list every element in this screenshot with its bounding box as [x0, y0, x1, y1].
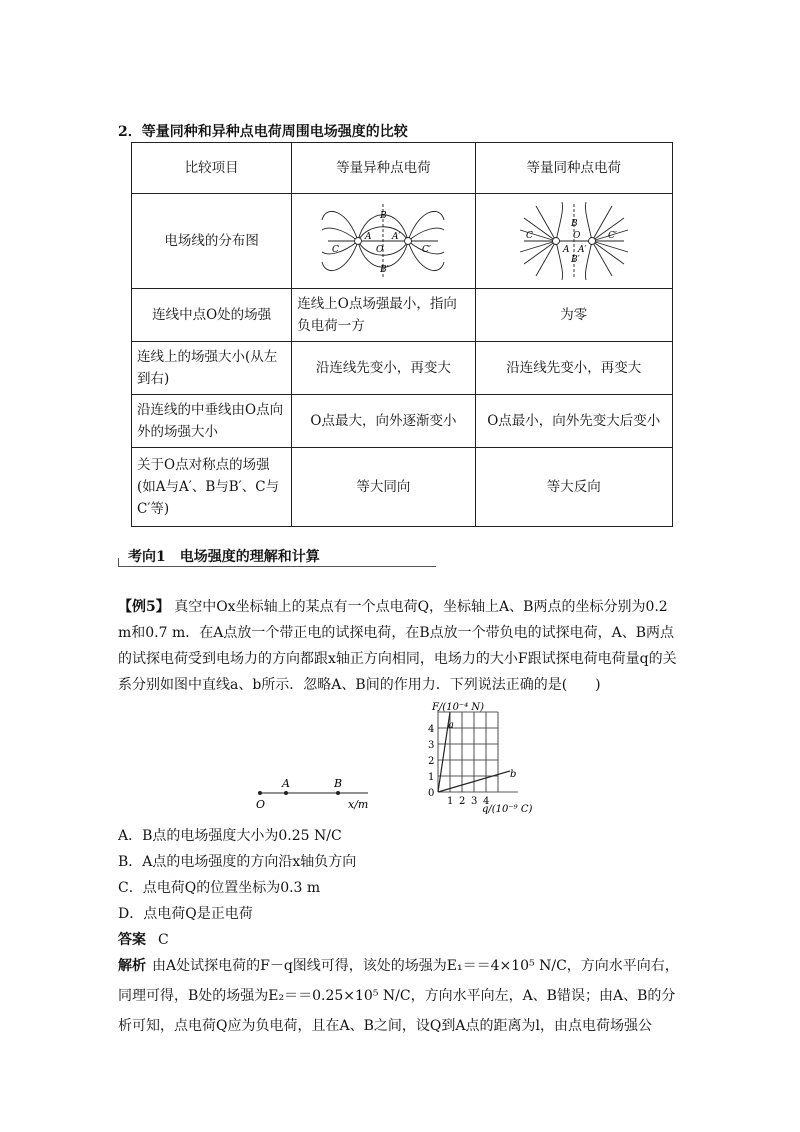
table-row: [132, 289, 673, 342]
section-title: 2．等量同种和异种点电荷周围电场强度的比较: [118, 124, 408, 140]
kaoxiang-underline: [118, 566, 436, 567]
label-O: O: [572, 231, 581, 241]
like-field-diagram: [475, 194, 672, 289]
comparison-table: [131, 142, 673, 527]
graph-y-tick: 1: [428, 772, 435, 783]
like-charges-field-lines: [516, 200, 632, 282]
option-a: A．B点的电场强度大小为0.25 N/C: [118, 828, 342, 844]
row-unlike: 等大同向: [292, 448, 475, 527]
graph-origin: 0: [428, 788, 435, 799]
label-A: A: [562, 245, 570, 255]
graph-y-tick: 2: [428, 756, 435, 767]
row-item: 关于O点对称点的场强(如A与A′、B与B′、C与C′等): [132, 448, 292, 527]
table-row: [132, 194, 673, 289]
unlike-field-diagram: [292, 194, 475, 289]
analysis-text: 由A处试探电荷的F－q图线可得，该处的场强为E₁＝＝4×10⁵ N/C，方向水平向右，同理可得，B处的场强为E₂＝＝0.25×10⁵ N/C，方向水平向左，A、B错误；由A、B的分析可知，点电荷Q应为负电荷，且在A、B之间，设Q到A点的距离为l，由点电荷场强公: [118, 958, 679, 1034]
analysis-paragraph: [118, 951, 684, 1041]
row-item: 连线中点O处的场强: [132, 289, 292, 342]
axis-label-O: O: [256, 798, 266, 810]
row-like: 沿连线先变小，再变大: [475, 342, 672, 395]
axis-label-B: B: [334, 777, 343, 790]
graph-line-b-label: b: [510, 769, 517, 780]
graph-y-label: F/(10⁻⁴ N): [432, 702, 485, 713]
row-like: 等大反向: [475, 448, 672, 527]
row-like: 为零: [475, 289, 672, 342]
label-C: C: [525, 231, 533, 241]
answer-value: C: [158, 932, 169, 948]
label-B: B: [380, 211, 388, 221]
row-like: O点最小，向外先变大后变小: [475, 395, 672, 448]
axis-label-x: x/m: [348, 798, 369, 810]
graph-x-label: q/(10⁻⁹ C): [482, 804, 533, 815]
graph-line-a-label: a: [448, 720, 454, 731]
label-B: B: [570, 219, 578, 229]
header-like: 等量同种点电荷: [475, 143, 672, 194]
label-A: A: [365, 232, 372, 242]
table-row: [132, 395, 673, 448]
label-Cp: C′: [422, 245, 432, 255]
option-b: B．A点的电场强度的方向沿x轴负方向: [118, 854, 357, 870]
header-unlike: 等量异种点电荷: [292, 143, 475, 194]
option-c: C．点电荷Q的位置坐标为0.3 m: [118, 880, 321, 896]
graph-x-tick: 1: [447, 796, 454, 807]
graph-x-tick: 3: [471, 796, 478, 807]
x-axis-figure: [250, 776, 380, 810]
graph-x-tick: 4: [483, 796, 490, 807]
label-O: O: [376, 245, 384, 255]
example-paragraph: [118, 594, 684, 698]
option-d: D．点电荷Q是正电荷: [118, 906, 253, 922]
row-unlike: O点最大，向外逐渐变小: [292, 395, 475, 448]
answer-line: [118, 929, 169, 949]
example-tag: 【例5】: [118, 599, 170, 615]
row-unlike: 沿连线先变小，再变大: [292, 342, 475, 395]
row-item: 连线上的场强大小(从左到右): [132, 342, 292, 395]
unlike-charges-field-lines: [318, 200, 448, 282]
axis-label-A: A: [282, 777, 290, 790]
label-Bp: B′: [570, 255, 580, 265]
analysis-label: 解析: [118, 958, 146, 974]
table-row: [132, 448, 673, 527]
table-header-row: [132, 143, 673, 194]
header-item: 比较项目: [132, 143, 292, 194]
label-Ap: A′: [392, 232, 401, 242]
example-text: 真空中Ox坐标轴上的某点有一个点电荷Q，坐标轴上A、B两点的坐标分别为0.2 m和0.7 m．在A点放一个带正电的试探电荷，在B点放一个带负电的试探电荷，A、B两点的试探电荷受到电场力的方向都跟x轴正方向相同，电场力的大小F跟试探电荷电荷量q的关系分别如图中直线a、b所示．忽略A、B间的作用力．下列说法正确的是( ): [118, 599, 677, 693]
row-item: 电场线的分布图: [132, 194, 292, 289]
answer-label: 答案: [118, 932, 146, 948]
graph-y-tick: 4: [428, 724, 435, 735]
label-Ap: A′: [577, 245, 587, 255]
graph-y-tick: 3: [428, 740, 435, 751]
kaoxiang-title: 考向1 电场强度的理解和计算: [128, 549, 320, 565]
label-Cp: C′: [607, 231, 617, 241]
label-Bp: B′: [380, 265, 390, 275]
fq-graph: [410, 700, 550, 818]
row-item: 沿连线的中垂线由O点向外的场强大小: [132, 395, 292, 448]
row-unlike: 连线上O点场强最小，指向负电荷一方: [292, 289, 475, 342]
table-row: [132, 342, 673, 395]
label-C: C: [332, 245, 340, 255]
graph-x-tick: 2: [459, 796, 466, 807]
kaoxiang-tick: [118, 558, 119, 567]
